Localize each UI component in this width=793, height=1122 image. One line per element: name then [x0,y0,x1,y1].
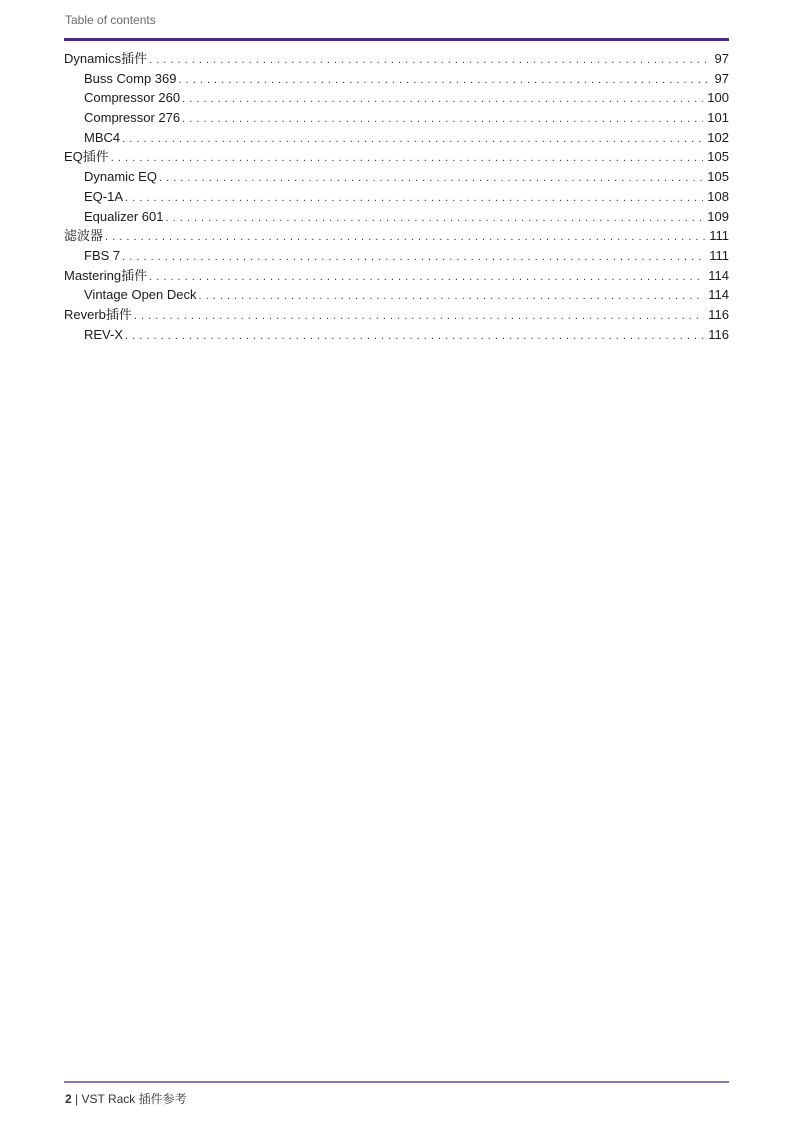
toc-entry[interactable] [64,69,729,89]
running-header: Table of contents [65,13,156,27]
toc-entry[interactable] [64,246,729,266]
toc-dot-leader [105,228,705,248]
toc-entry-title[interactable]: FBS 7 [84,247,121,263]
toc-dot-leader [122,130,703,150]
toc-entry-title[interactable]: MBC4 [84,129,121,145]
toc-entry-page[interactable]: 105 [707,169,729,185]
toc-dot-leader [125,327,704,347]
toc-entry-title[interactable]: Compressor 260 [84,90,181,106]
toc-entry-title[interactable]: 滤波器 [64,228,104,244]
toc-entry-title[interactable]: Compressor 276 [84,110,181,126]
toc-entry-title[interactable]: Buss Comp 369 [84,70,177,86]
toc-entry[interactable] [64,88,729,108]
toc-dot-leader [182,90,703,110]
toc-entry-page[interactable]: 111 [709,247,729,263]
toc-entry-page[interactable]: 97 [714,51,729,66]
toc-dot-leader [134,307,704,327]
toc-entry-title[interactable]: REV-X [84,326,124,342]
toc-entry-page[interactable]: 116 [708,306,729,322]
document-title: VST Rack 插件参考 [81,1092,187,1106]
toc-entry-page[interactable]: 109 [707,208,729,224]
toc-entry-page[interactable]: 101 [707,110,729,126]
toc-entry-title[interactable]: Reverb插件 [64,306,132,322]
toc-entry-page[interactable]: 114 [708,267,729,283]
toc-dot-leader [182,110,703,130]
toc-entry-title[interactable]: Mastering插件 [64,267,148,283]
toc-dot-leader [125,189,703,209]
toc-entry[interactable] [64,187,729,207]
toc-entry-title[interactable]: EQ-1A [84,188,124,204]
toc-dot-leader [149,268,704,288]
toc-entry[interactable] [64,305,729,325]
table-of-contents [64,49,729,344]
toc-dot-leader [159,169,703,189]
toc-entry-page[interactable]: 111 [709,228,729,244]
toc-entry[interactable] [64,147,729,167]
toc-dot-leader [149,51,710,71]
toc-entry[interactable] [64,266,729,286]
toc-entry[interactable] [64,325,729,345]
toc-entry[interactable] [64,226,729,246]
toc-entry-title[interactable]: Dynamic EQ [84,169,157,185]
toc-entry-page[interactable]: 100 [707,90,729,106]
toc-entry-title[interactable]: Vintage Open Deck [84,287,197,303]
toc-entry-title[interactable]: EQ插件 [64,149,109,165]
toc-entry-page[interactable]: 114 [708,287,729,303]
footer-rule [64,1081,729,1083]
toc-entry[interactable] [64,108,729,128]
toc-entry-page[interactable]: 108 [707,188,729,204]
toc-dot-leader [199,287,705,307]
toc-entry-page[interactable]: 105 [707,149,729,165]
toc-entry-title[interactable]: Equalizer 601 [84,208,164,224]
toc-dot-leader [122,248,705,268]
toc-entry[interactable] [64,207,729,227]
toc-dot-leader [179,71,711,91]
footer-separator: | [71,1092,82,1106]
toc-entry[interactable] [64,167,729,187]
page-footer [65,1090,187,1107]
toc-dot-leader [166,209,704,229]
toc-entry-page[interactable]: 116 [708,326,729,342]
toc-entry-title[interactable]: Dynamics插件 [64,51,148,66]
toc-dot-leader [111,149,704,169]
toc-entry[interactable] [64,49,729,69]
toc-entry-page[interactable]: 102 [707,129,729,145]
header-rule [64,38,729,41]
page-number: 2 [65,1092,72,1106]
toc-entry[interactable] [64,285,729,305]
toc-entry[interactable] [64,128,729,148]
toc-entry-page[interactable]: 97 [714,70,729,86]
